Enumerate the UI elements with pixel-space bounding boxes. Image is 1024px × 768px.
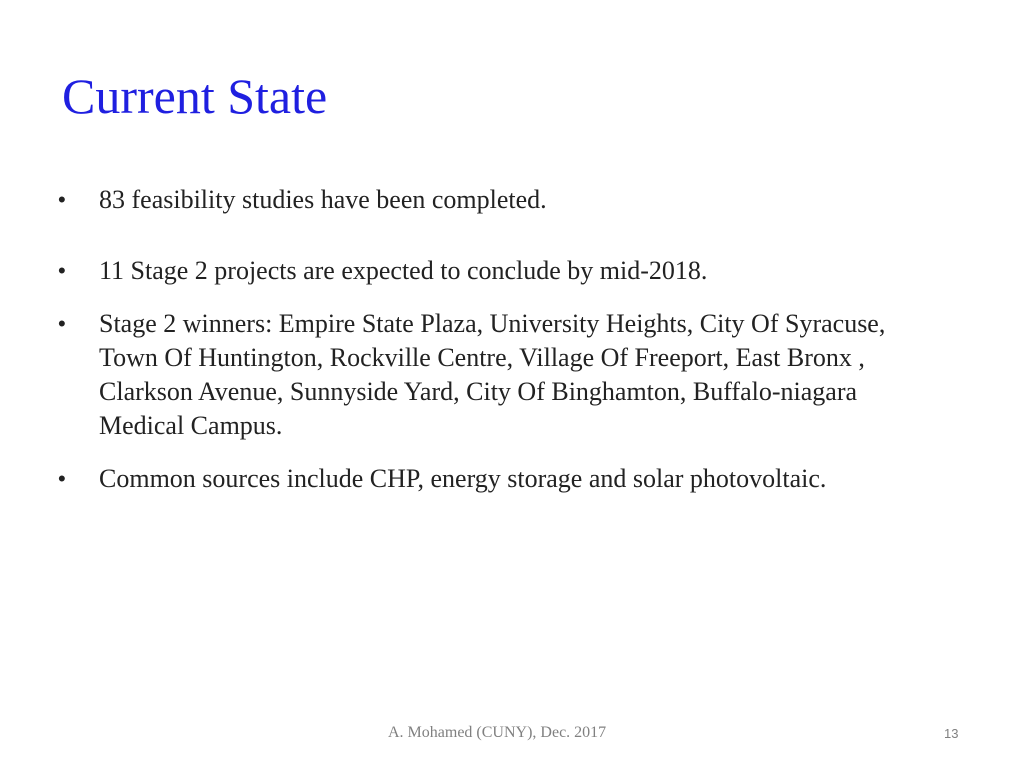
bullet-marker: • xyxy=(58,466,66,491)
bullet-marker: • xyxy=(58,187,66,212)
bullet-text: Common sources include CHP, energy storage and solar photovoltaic. xyxy=(99,464,827,493)
page-number: 13 xyxy=(944,726,959,741)
bullet-marker: • xyxy=(58,311,66,336)
slide-title: Current State xyxy=(62,68,328,124)
bullet-text: 83 feasibility studies have been completed. xyxy=(99,185,547,214)
bullet-item xyxy=(58,254,938,288)
bullet-list xyxy=(58,183,938,496)
bullet-item xyxy=(58,462,938,496)
bullet-item xyxy=(58,183,938,217)
bullet-text: 11 Stage 2 projects are expected to conclude by mid-2018. xyxy=(99,256,708,285)
bullet-marker: • xyxy=(58,258,66,283)
bullet-text: Stage 2 winners: Empire State Plaza, University Heights, City Of Syracuse, Town Of Huntington, Rockville Centre, Village Of Freeport, East Bronx , Clarkson Avenue, Sunnyside Yard, City Of Binghamton, Buffalo-niagara Medical Campus. xyxy=(99,309,886,440)
bullet-item xyxy=(58,307,938,443)
slide-footer: A. Mohamed (CUNY), Dec. 2017 xyxy=(388,724,607,741)
